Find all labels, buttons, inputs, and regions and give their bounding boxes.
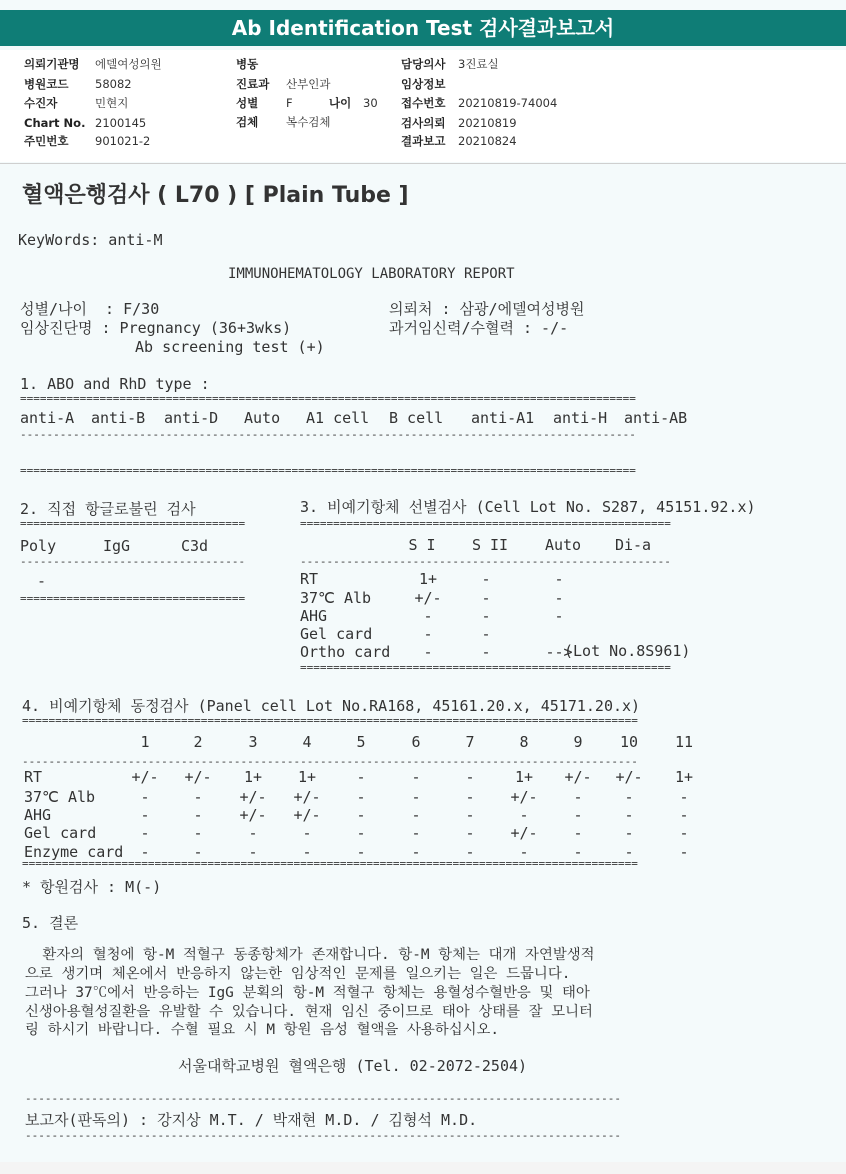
panel-result-cell: - bbox=[624, 788, 634, 806]
section-title: 혈액은행검사 ( L70 ) [ Plain Tube ] bbox=[22, 183, 409, 208]
screen-row-label: Ortho card bbox=[300, 643, 391, 661]
panel-result-cell: +/- bbox=[131, 768, 159, 786]
report-title: Ab Identification Test 검사결과보고서 bbox=[0, 10, 846, 46]
header-value: 20210819-74004 bbox=[458, 96, 558, 110]
screen-result-cell: - bbox=[481, 589, 491, 607]
panel-result-cell: - bbox=[573, 806, 583, 824]
abo-column-header: anti-A bbox=[20, 409, 75, 427]
dat-col-c3d: C3d bbox=[181, 537, 209, 555]
double-rule: ======================================================== bbox=[300, 519, 671, 529]
screen-result-cell: - bbox=[423, 643, 433, 661]
panel-result-cell: - bbox=[140, 788, 150, 806]
conclusion-heading: 5. 결론 bbox=[22, 914, 79, 932]
panel-row-label: 37℃ Alb bbox=[24, 788, 96, 806]
panel-row-label: Enzyme card bbox=[24, 843, 124, 861]
abo-column-header: A1 cell bbox=[306, 409, 370, 427]
panel-result-cell: - bbox=[519, 843, 529, 861]
header-value: F bbox=[286, 96, 293, 110]
screen-result-cell: - bbox=[481, 570, 491, 588]
panel-result-cell: - bbox=[465, 806, 475, 824]
header-label: 진료과 bbox=[236, 77, 270, 91]
header-value: 20210819 bbox=[458, 116, 517, 130]
panel-column-header: 3 bbox=[248, 733, 258, 751]
panel-result-cell: - bbox=[411, 768, 421, 786]
header-value: 901021-2 bbox=[95, 134, 151, 148]
screen-row-label: AHG bbox=[300, 607, 328, 625]
panel-result-cell: +/- bbox=[510, 824, 538, 842]
reporter: 보고자(판독의) : 강지상 M.T. / 박재현 M.D. / 김형석 M.D. bbox=[25, 1111, 478, 1129]
header-value: 복수검체 bbox=[286, 115, 331, 129]
screen-result-cell: +/- bbox=[414, 589, 442, 607]
keywords: KeyWords: anti-M bbox=[18, 231, 163, 249]
header-value: 산부인과 bbox=[286, 77, 331, 91]
panel-column-header: 9 bbox=[573, 733, 583, 751]
header-label: 병동 bbox=[236, 57, 259, 71]
panel-result-cell: - bbox=[465, 824, 475, 842]
dat-heading: 2. 직접 항글로불린 검사 bbox=[20, 500, 196, 518]
conclusion-line: 환자의 혈청에 항-M 적혈구 동종항체가 존재합니다. 항-M 항체는 대개 자연발생적 bbox=[25, 947, 595, 963]
abo-column-header: anti-B bbox=[91, 409, 146, 427]
panel-result-cell: - bbox=[411, 806, 421, 824]
conclusion-line: 으로 생기며 체온에서 반응하지 않는한 임상적인 문제를 일으키는 일은 드뭅니다. bbox=[25, 966, 571, 982]
double-rule: ============================================================================================= bbox=[20, 466, 636, 476]
header-label: 수진자 bbox=[24, 96, 58, 110]
panel-result-cell: +/- bbox=[510, 788, 538, 806]
header-label: 결과보고 bbox=[401, 134, 446, 148]
panel-column-header: 2 bbox=[193, 733, 203, 751]
panel-result-cell: - bbox=[302, 824, 312, 842]
panel-result-cell: - bbox=[679, 788, 689, 806]
screen-result-cell: --> bbox=[545, 643, 573, 661]
panel-result-cell: +/- bbox=[293, 806, 321, 824]
dashed-rule: ------------------------------------------------------------------------------------------ bbox=[25, 1131, 622, 1141]
panel-result-cell: - bbox=[302, 843, 312, 861]
panel-result-cell: 1+ bbox=[243, 768, 263, 786]
age-value: 30 bbox=[363, 96, 378, 110]
header-label: 검체 bbox=[236, 115, 259, 129]
panel-result-cell: - bbox=[411, 824, 421, 842]
panel-column-header: 7 bbox=[465, 733, 475, 751]
panel-result-cell: - bbox=[356, 788, 366, 806]
double-rule: ======================================================== bbox=[300, 663, 671, 673]
dashed-rule: -------------------------------------------------------- bbox=[300, 557, 671, 567]
blood-bank-contact: 서울대학교병원 혈액은행 (Tel. 02-2072-2504) bbox=[178, 1057, 528, 1075]
header-value: 에델여성의원 bbox=[95, 57, 162, 71]
referrer: 의뢰처 : 삼광/에델여성병원 bbox=[389, 300, 585, 318]
header-value: 58082 bbox=[95, 77, 132, 91]
panel-result-cell: - bbox=[248, 824, 258, 842]
panel-column-header: 11 bbox=[674, 733, 694, 751]
header-divider bbox=[0, 163, 846, 164]
conclusion-line: 링 하시기 바랍니다. 수혈 필요 시 M 항원 음성 혈액을 사용하십시오. bbox=[25, 1022, 500, 1038]
screen-row-label: Gel card bbox=[300, 625, 373, 643]
panel-result-cell: - bbox=[356, 768, 366, 786]
panel-result-cell: +/- bbox=[293, 788, 321, 806]
header-label: 주민번호 bbox=[24, 134, 69, 148]
clinical-diagnosis: 임상진단명 : Pregnancy (36+3wks) bbox=[20, 319, 292, 337]
screen-result-cell: - bbox=[554, 607, 564, 625]
panel-result-cell: +/- bbox=[615, 768, 643, 786]
age-label: 나이 bbox=[329, 96, 352, 110]
panel-result-cell: - bbox=[193, 824, 203, 842]
panel-row-label: Gel card bbox=[24, 824, 97, 842]
panel-result-cell: - bbox=[140, 824, 150, 842]
header-label: 병원코드 bbox=[24, 77, 69, 91]
conclusion-line: 신생아용혈성질환을 유발할 수 있습니다. 현재 임신 중이므로 태아 상태를 잘 모니터 bbox=[25, 1004, 593, 1020]
panel-result-cell: - bbox=[679, 843, 689, 861]
abo-column-header: anti-H bbox=[553, 409, 608, 427]
abo-column-header: anti-AB bbox=[624, 409, 688, 427]
panel-result-cell: - bbox=[193, 843, 203, 861]
screen-heading: 3. 비예기항체 선별검사 (Cell Lot No. S287, 45151.92.x) bbox=[300, 498, 756, 516]
panel-result-cell: - bbox=[573, 824, 583, 842]
panel-result-cell: - bbox=[356, 843, 366, 861]
header-value: 2100145 bbox=[95, 116, 147, 130]
dat-col-poly: Poly bbox=[20, 537, 57, 555]
double-rule: ================================== bbox=[20, 519, 246, 529]
abo-column-header: anti-D bbox=[164, 409, 219, 427]
panel-result-cell: - bbox=[679, 824, 689, 842]
panel-result-cell: - bbox=[679, 806, 689, 824]
header-label: 성별 bbox=[236, 96, 259, 110]
panel-column-header: 1 bbox=[140, 733, 150, 751]
dashed-rule: --------------------------------------------------------------------------------------------- bbox=[20, 430, 636, 440]
screen-result-cell: - bbox=[423, 607, 433, 625]
screen-column-header: S I bbox=[408, 536, 436, 554]
panel-result-cell: 1+ bbox=[674, 768, 694, 786]
panel-result-cell: +/- bbox=[564, 768, 592, 786]
antigen-test: * 항원검사 : M(-) bbox=[22, 878, 162, 896]
panel-result-cell: - bbox=[465, 843, 475, 861]
header-label: 담당의사 bbox=[401, 57, 446, 71]
panel-result-cell: +/- bbox=[184, 768, 212, 786]
screen-result-cell: - bbox=[554, 570, 564, 588]
panel-result-cell: - bbox=[193, 806, 203, 824]
screen-column-header: Auto bbox=[544, 536, 582, 554]
panel-result-cell: - bbox=[356, 806, 366, 824]
header-label: 검사의뢰 bbox=[401, 116, 446, 130]
abo-column-header: Auto bbox=[244, 409, 281, 427]
double-rule: ============================================================================================= bbox=[22, 716, 638, 726]
report-heading: IMMUNOHEMATOLOGY LABORATORY REPORT bbox=[228, 266, 515, 282]
panel-result-cell: - bbox=[248, 843, 258, 861]
screen-column-header: Di-a bbox=[614, 536, 652, 554]
panel-result-cell: - bbox=[465, 788, 475, 806]
panel-column-header: 10 bbox=[619, 733, 639, 751]
header-label: 의뢰기관명 bbox=[24, 57, 80, 71]
abo-column-header: B cell bbox=[389, 409, 444, 427]
panel-result-cell: - bbox=[411, 843, 421, 861]
screen-result-cell: - bbox=[481, 643, 491, 661]
panel-result-cell: - bbox=[573, 843, 583, 861]
screen-row-label: RT bbox=[300, 570, 319, 588]
panel-result-cell: - bbox=[411, 788, 421, 806]
panel-column-header: 4 bbox=[302, 733, 312, 751]
abo-heading: 1. ABO and RhD type : bbox=[20, 375, 210, 393]
panel-result-cell: +/- bbox=[239, 806, 267, 824]
screen-result-cell: - bbox=[481, 625, 491, 643]
screen-row-label: 37℃ Alb bbox=[300, 589, 372, 607]
header-label: 임상정보 bbox=[401, 77, 446, 91]
screen-result-cell: - bbox=[554, 589, 564, 607]
double-rule: ============================================================================================= bbox=[20, 394, 636, 404]
panel-row-label: AHG bbox=[24, 806, 52, 824]
screen-result-cell: 1+ bbox=[418, 570, 438, 588]
conclusion-line: 그러나 37℃에서 반응하는 IgG 분획의 항-M 적혈구 항체는 용혈성수혈반응 및 태아 bbox=[25, 985, 590, 1001]
dat-result: - bbox=[37, 572, 47, 590]
panel-column-header: 8 bbox=[519, 733, 529, 751]
panel-result-cell: - bbox=[140, 843, 150, 861]
screen-result-cell: - bbox=[481, 607, 491, 625]
panel-result-cell: - bbox=[519, 806, 529, 824]
header-value: 20210824 bbox=[458, 134, 517, 148]
panel-result-cell: - bbox=[140, 806, 150, 824]
panel-result-cell: - bbox=[193, 788, 203, 806]
dashed-rule: ------------------------------------------------------------------------------------------ bbox=[25, 1094, 622, 1104]
header-value: 민현지 bbox=[95, 96, 129, 110]
panel-column-header: 5 bbox=[356, 733, 366, 751]
panel-result-cell: - bbox=[573, 788, 583, 806]
clinical-diagnosis-2: Ab screening test (+) bbox=[135, 338, 325, 356]
ortho-lot-note: (Lot No.8S961) bbox=[564, 642, 691, 660]
header-value: 3진료실 bbox=[458, 57, 499, 71]
panel-result-cell: +/- bbox=[239, 788, 267, 806]
panel-result-cell: - bbox=[356, 824, 366, 842]
panel-column-header: 6 bbox=[411, 733, 421, 751]
panel-result-cell: 1+ bbox=[297, 768, 317, 786]
pregnancy-transfusion-history: 과거임신력/수혈력 : -/- bbox=[389, 319, 569, 337]
panel-row-label: RT bbox=[24, 768, 43, 786]
abo-column-header: anti-A1 bbox=[471, 409, 535, 427]
panel-result-cell: - bbox=[624, 843, 634, 861]
dashed-rule: --------------------------------------------------------------------------------------------- bbox=[22, 757, 638, 767]
header-label: 접수번호 bbox=[401, 96, 446, 110]
double-rule: ================================== bbox=[20, 594, 246, 604]
double-rule: ============================================================================================= bbox=[22, 859, 638, 869]
screen-result-cell: - bbox=[423, 625, 433, 643]
dat-col-igg: IgG bbox=[103, 537, 131, 555]
screen-column-header: S II bbox=[471, 536, 509, 554]
patient-header bbox=[0, 50, 846, 162]
dashed-rule: ---------------------------------- bbox=[20, 557, 246, 567]
panel-result-cell: 1+ bbox=[514, 768, 534, 786]
panel-result-cell: - bbox=[465, 768, 475, 786]
panel-heading: 4. 비예기항체 동정검사 (Panel cell Lot No.RA168, 45161.20.x, 45171.20.x) bbox=[22, 697, 641, 715]
panel-result-cell: - bbox=[624, 824, 634, 842]
sex-age: 성별/나이 : F/30 bbox=[20, 300, 160, 318]
panel-result-cell: - bbox=[624, 806, 634, 824]
header-label: Chart No. bbox=[24, 116, 86, 130]
